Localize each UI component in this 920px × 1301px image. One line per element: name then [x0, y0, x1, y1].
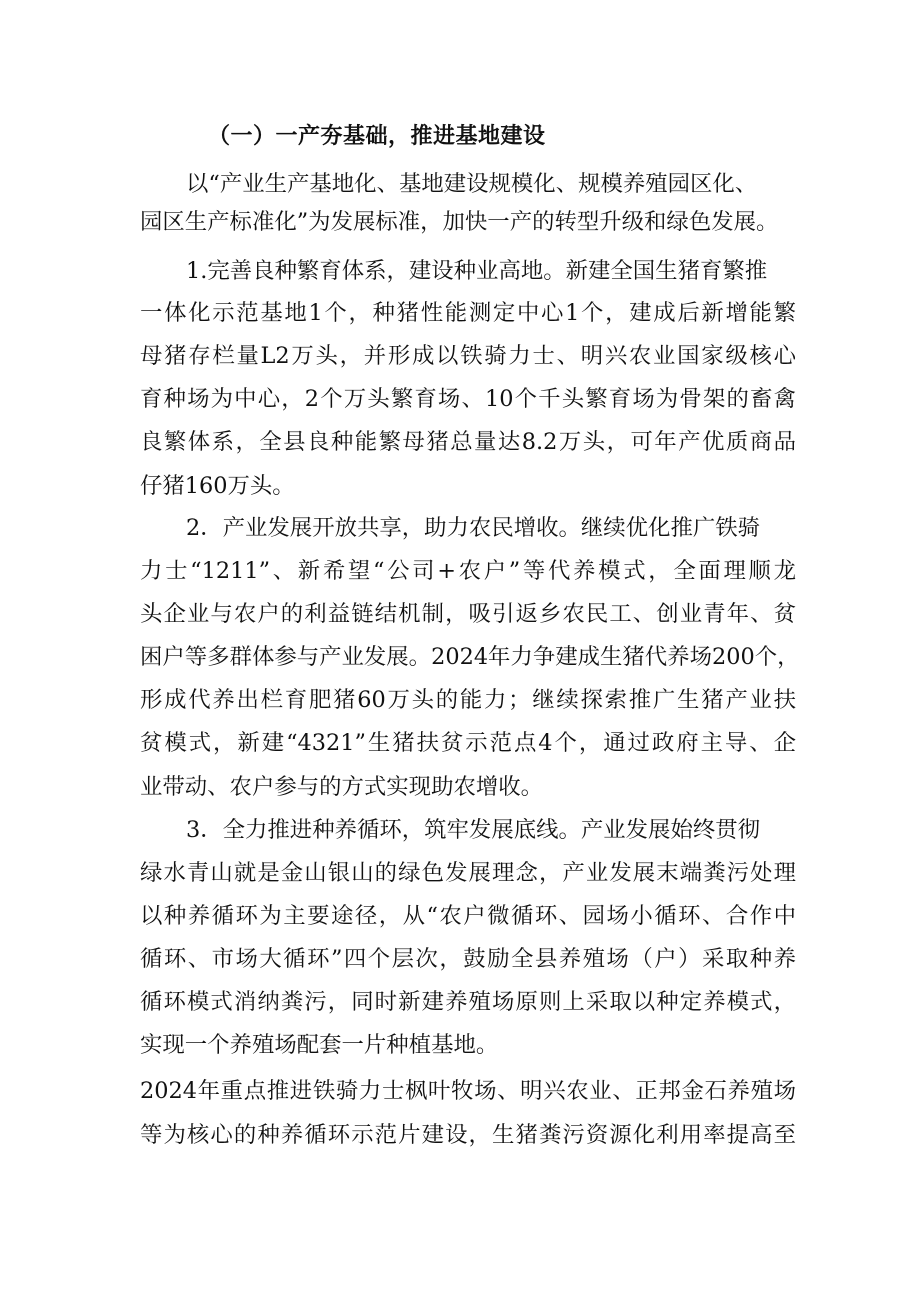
paragraph-4-line-1: 等为核心的种养循环示范片建设，生猪粪污资源化利用率提高至 [140, 1122, 796, 1148]
paragraph-1-line-3: 育种场为中心，2个万头繁育场、10个千头繁育场为骨架的畜禽 [140, 386, 796, 412]
paragraph-2-line-1: 力士“1211”、新希望“公司+农户”等代养模式，全面理顺龙 [140, 558, 796, 584]
section-heading: （一）一产夯基础，推进基地建设 [208, 124, 546, 149]
paragraph-3-line-5: 实现一个养殖场配套一片种植基地。 [140, 1032, 499, 1058]
paragraph-4-line-0: 2024年重点推进铁骑力士枫叶牧场、明兴农业、正邦金石养殖场 [140, 1078, 796, 1104]
paragraph-2-line-5: 贫模式，新建“4321”生猪扶贫示范点4个，通过政府主导、企 [140, 730, 796, 756]
paragraph-1-line-2: 母猪存栏量L2万头，并形成以铁骑力士、明兴农业国家级核心 [140, 343, 796, 369]
paragraph-1-line-0: 1.完善良种繁育体系，建设种业高地。新建全国生猪育繁推 [186, 258, 768, 284]
paragraph-3-line-4: 循环模式消纳粪污，同时新建养殖场原则上采取以种定养模式， [140, 989, 796, 1015]
paragraph-2-line-3: 困户等多群体参与产业发展。2024年力争建成生猪代养场200个， [140, 644, 800, 670]
paragraph-3-line-2: 以种养循环为主要途径，从“农户微循环、园场小循环、合作中 [140, 903, 796, 929]
paragraph-0-line-1: 园区生产标准化”为发展标准，加快一产的转型升级和绿色发展。 [140, 209, 779, 235]
paragraph-2-line-6: 业带动、农户参与的方式实现助农增收。 [140, 774, 544, 800]
paragraph-2-line-4: 形成代养出栏育肥猪60万头的能力；继续探索推广生猪产业扶 [140, 687, 796, 713]
paragraph-1-line-4: 良繁体系，全县良种能繁母猪总量达8.2万头，可年产优质商品 [140, 429, 796, 455]
paragraph-2-line-0: 2．产业发展开放共享，助力农民增收。继续优化推广铁骑 [186, 515, 761, 541]
paragraph-3-line-0: 3．全力推进种养循环，筑牢发展底线。产业发展始终贯彻 [186, 817, 761, 843]
paragraph-0-line-0: 以“产业生产基地化、基地建设规模化、规模养殖园区化、 [186, 171, 758, 197]
paragraph-1-line-5: 仔猪160万头。 [140, 473, 295, 499]
paragraph-3-line-1: 绿水青山就是金山银山的绿色发展理念，产业发展末端粪污处理 [140, 860, 796, 886]
paragraph-3-line-3: 循环、市场大循环”四个层次，鼓励全县养殖场（户）采取种养 [140, 946, 796, 972]
paragraph-2-line-2: 头企业与农户的利益链结机制，吸引返乡农民工、创业青年、贫 [140, 601, 796, 627]
paragraph-1-line-1: 一体化示范基地1个，种猪性能测定中心1个，建成后新增能繁 [140, 300, 796, 326]
